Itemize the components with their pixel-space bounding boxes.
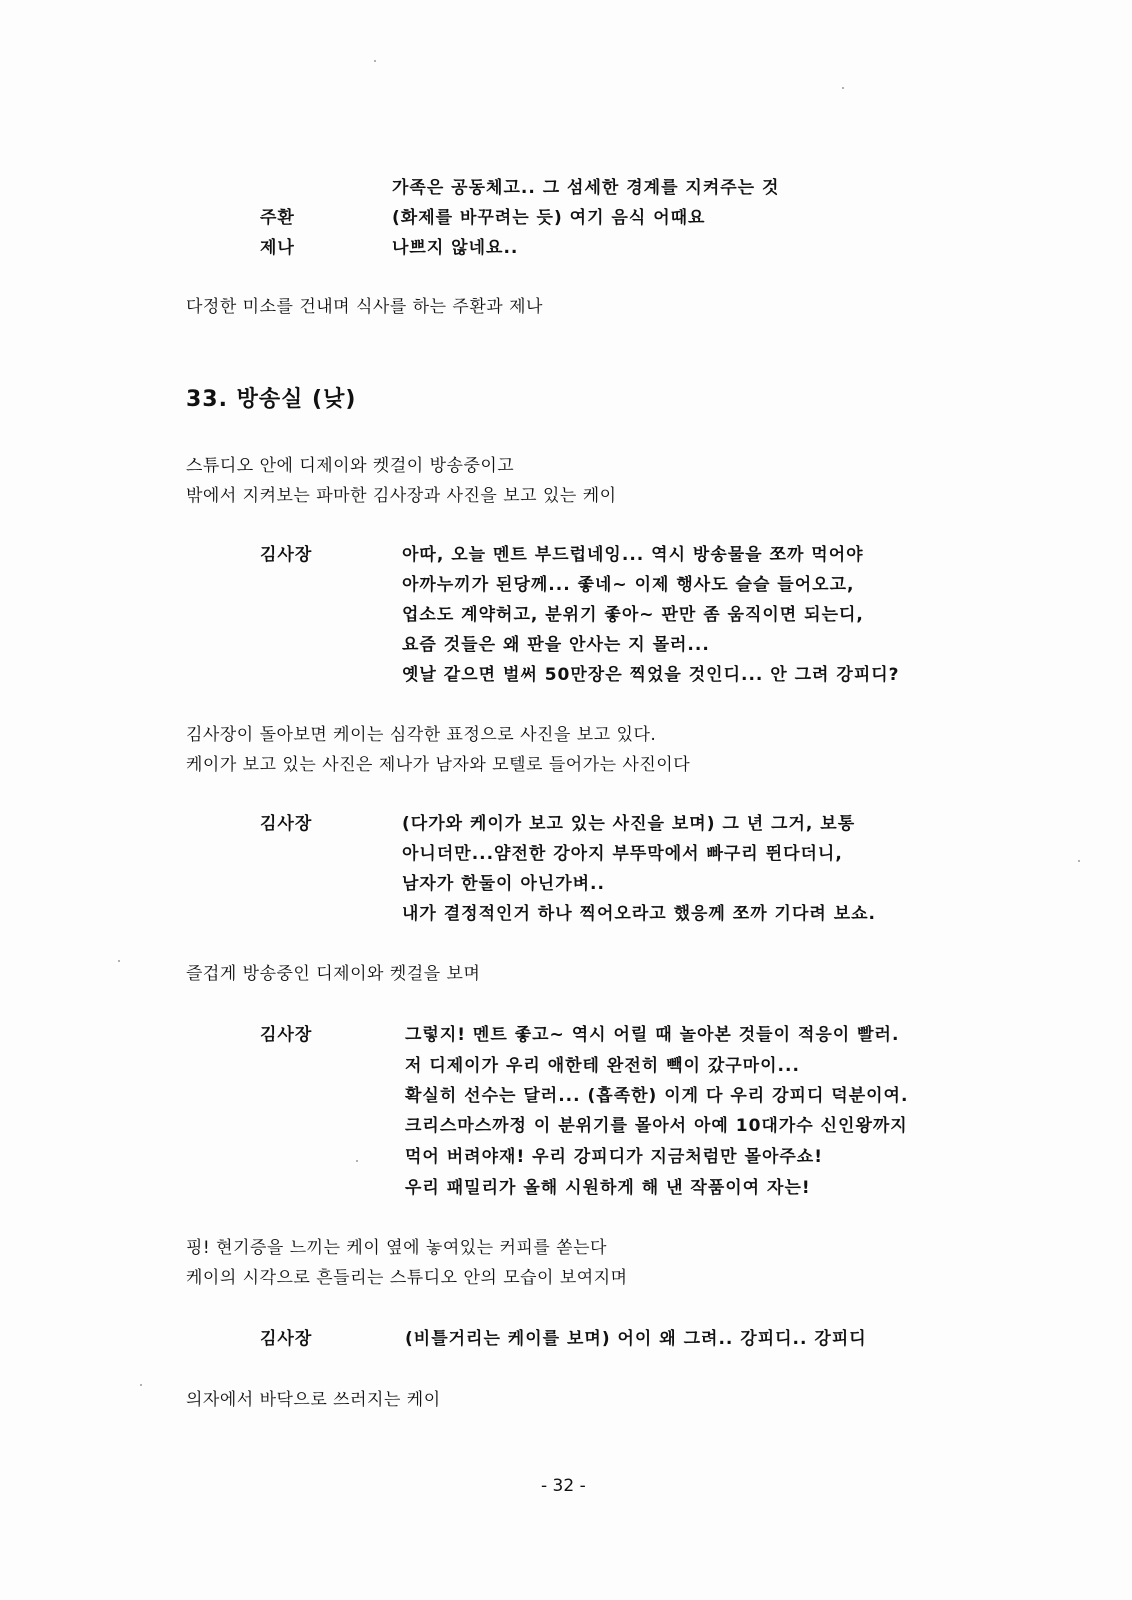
dialogue-line: 가족은 공동체고.. 그 섬세한 경계를 지켜주는 것 xyxy=(392,178,780,198)
action-line: 케이가 보고 있는 사진은 제나가 남자와 모텔로 들어가는 사진이다 xyxy=(186,755,691,775)
character-name: 김사장 xyxy=(260,1329,313,1349)
action-line: 김사장이 돌아보면 케이는 심각한 표정으로 사진을 보고 있다. xyxy=(186,725,657,745)
dialogue-line: 아까누끼가 된당께... 좋네~ 이제 행사도 슬슬 들어오고, xyxy=(402,575,855,595)
scan-speck xyxy=(374,60,376,62)
dialogue-line: 업소도 계약허고, 분위기 좋아~ 판만 좀 움직이면 되는디, xyxy=(402,605,864,625)
dialogue-line: 확실히 선수는 달러... (흡족한) 이게 다 우리 강피디 덕분이여. xyxy=(405,1086,909,1106)
action-line: 케이의 시각으로 흔들리는 스튜디오 안의 모습이 보여지며 xyxy=(186,1268,628,1288)
dialogue-line: 크리스마스까정 이 분위기를 몰아서 아예 10대가수 신인왕까지 xyxy=(405,1116,908,1136)
scan-speck xyxy=(356,1160,358,1162)
page-number: - 32 - xyxy=(541,1476,586,1496)
dialogue-line: 아따, 오늘 멘트 부드럽네잉... 역시 방송물을 쪼까 먹어야 xyxy=(402,545,864,565)
dialogue-line: 저 디제이가 우리 애한테 완전히 빽이 갔구마이... xyxy=(405,1056,800,1076)
dialogue-line: (화제를 바꾸려는 듯) 여기 음식 어때요 xyxy=(392,208,706,228)
action-line: 밖에서 지켜보는 파마한 김사장과 사진을 보고 있는 케이 xyxy=(186,486,617,506)
dialogue-line: 아니더만...얌전한 강아지 부뚜막에서 빠구리 뛴다더니, xyxy=(402,844,843,864)
action-line: 핑! 현기증을 느끼는 케이 옆에 놓여있는 커피를 쏟는다 xyxy=(186,1238,607,1258)
dialogue-line: (비틀거리는 케이를 보며) 어이 왜 그려.. 강피디.. 강피디 xyxy=(405,1329,867,1349)
dialogue-line: 그렇지! 멘트 좋고~ 역시 어릴 때 놀아본 것들이 적응이 빨러. xyxy=(405,1025,900,1045)
action-line: 다정한 미소를 건내며 식사를 하는 주환과 제나 xyxy=(186,297,543,317)
character-name: 김사장 xyxy=(260,1025,313,1045)
character-name: 김사장 xyxy=(260,545,313,565)
dialogue-line: 요즘 것들은 왜 판을 안사는 지 몰러... xyxy=(402,635,710,655)
dialogue-line: 내가 결정적인거 하나 찍어오라고 했응께 쪼까 기다려 보쇼. xyxy=(402,904,877,924)
scan-speck xyxy=(140,1384,142,1386)
scan-speck xyxy=(842,87,844,89)
scan-speck xyxy=(118,960,120,962)
scene-heading: 33. 방송실 (낮) xyxy=(186,387,357,412)
scan-speck xyxy=(1078,860,1080,862)
action-line: 즐겁게 방송중인 디제이와 켓걸을 보며 xyxy=(186,964,481,984)
character-name: 김사장 xyxy=(260,814,313,834)
dialogue-line: 먹어 버려야재! 우리 강피디가 지금처럼만 몰아주쇼! xyxy=(405,1147,823,1167)
dialogue-line: 우리 패밀리가 올해 시원하게 해 낸 작품이여 자는! xyxy=(405,1178,811,1198)
character-name: 주환 xyxy=(260,208,295,228)
dialogue-line: 나쁘지 않네요.. xyxy=(392,238,519,258)
action-line: 의자에서 바닥으로 쓰러지는 케이 xyxy=(186,1390,441,1410)
character-name: 제나 xyxy=(260,238,295,258)
action-line: 스튜디오 안에 디제이와 켓걸이 방송중이고 xyxy=(186,456,515,476)
dialogue-line: 옛날 같으면 벌써 50만장은 찍었을 것인디... 안 그려 강피디? xyxy=(402,665,900,685)
dialogue-line: (다가와 케이가 보고 있는 사진을 보며) 그 년 그거, 보통 xyxy=(402,814,856,834)
dialogue-line: 남자가 한둘이 아닌가벼.. xyxy=(402,874,605,894)
